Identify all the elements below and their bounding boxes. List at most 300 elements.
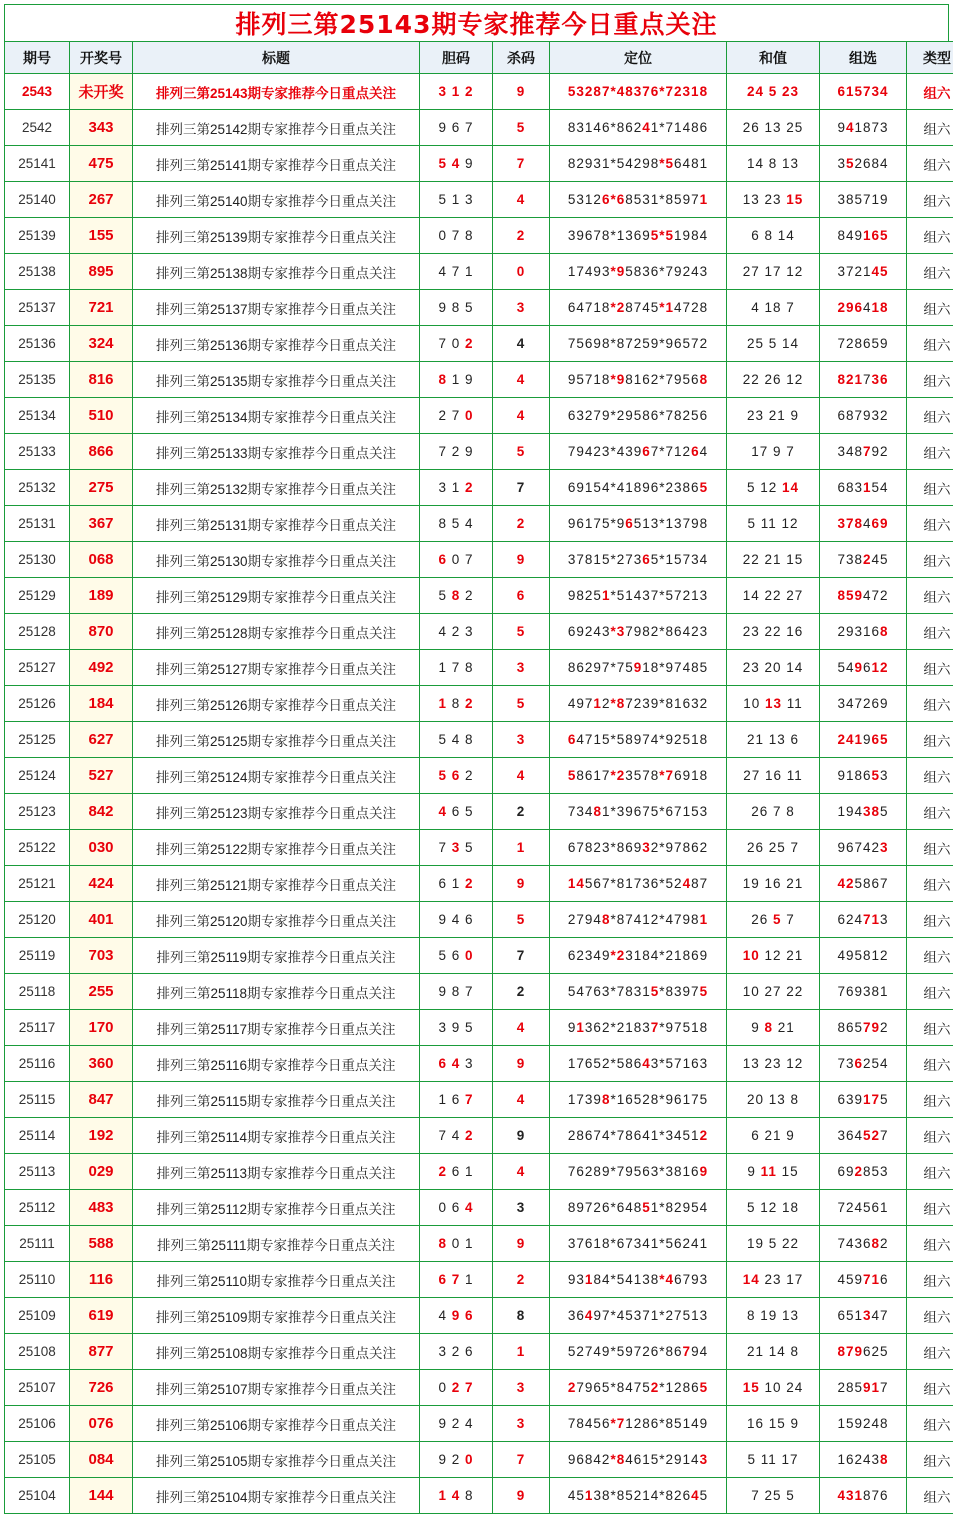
table-row[interactable] bbox=[5, 398, 953, 434]
plain-digit: * bbox=[610, 1488, 617, 1503]
cell-danma bbox=[420, 1046, 493, 1082]
cell-draw-number: 866 bbox=[70, 434, 133, 470]
highlight-digit: 5 bbox=[665, 228, 675, 243]
table-row[interactable] bbox=[5, 506, 953, 542]
cell-title[interactable]: 排列三第25142期专家推荐今日重点关注 bbox=[133, 110, 420, 146]
table-row[interactable] bbox=[5, 290, 953, 326]
table-row[interactable] bbox=[5, 326, 953, 362]
cell-title[interactable]: 排列三第25126期专家推荐今日重点关注 bbox=[133, 686, 420, 722]
cell-period: 25107 bbox=[5, 1370, 70, 1406]
highlight-digit: 13 bbox=[764, 696, 783, 711]
column-header-zuxuan: 组选 bbox=[820, 42, 907, 74]
plain-digit: 12 bbox=[584, 192, 602, 207]
plain-digit: 5 12 bbox=[746, 480, 782, 495]
cell-title[interactable]: 排列三第25104期专家推荐今日重点关注 bbox=[133, 1478, 420, 1514]
table-row[interactable] bbox=[5, 1262, 953, 1298]
plain-digit: 712 bbox=[665, 444, 692, 459]
highlight-digit: 7 bbox=[616, 1416, 626, 1431]
plain-digit: 459 bbox=[837, 1272, 863, 1287]
lottery-table bbox=[4, 41, 953, 1514]
cell-title[interactable]: 排列三第25109期专家推荐今日重点关注 bbox=[133, 1298, 420, 1334]
table-row[interactable] bbox=[5, 794, 953, 830]
table-row[interactable] bbox=[5, 1298, 953, 1334]
shama-digit: 8 bbox=[516, 1308, 526, 1323]
cell-title[interactable]: 排列三第25114期专家推荐今日重点关注 bbox=[133, 1118, 420, 1154]
plain-digit: 89726 bbox=[567, 1200, 611, 1215]
plain-digit: 513 bbox=[633, 516, 660, 531]
plain-digit: 7 bbox=[438, 336, 447, 351]
highlight-digit: 6 bbox=[465, 1308, 474, 1323]
table-row[interactable] bbox=[5, 434, 953, 470]
cell-title[interactable]: 排列三第25128期专家推荐今日重点关注 bbox=[133, 614, 420, 650]
cell-type: 组六 bbox=[907, 722, 953, 758]
shama-digit: 3 bbox=[516, 732, 526, 747]
highlight-digit: 3 bbox=[451, 840, 461, 855]
table-row[interactable] bbox=[5, 1406, 953, 1442]
cell-type: 组六 bbox=[907, 362, 953, 398]
cell-zuxuan bbox=[820, 722, 907, 758]
cell-zuxuan bbox=[820, 1226, 907, 1262]
cell-title[interactable]: 排列三第25138期专家推荐今日重点关注 bbox=[133, 254, 420, 290]
plain-digit: 7831 bbox=[616, 984, 651, 999]
cell-title[interactable]: 排列三第25107期专家推荐今日重点关注 bbox=[133, 1370, 420, 1406]
cell-danma bbox=[420, 650, 493, 686]
cell-title[interactable]: 排列三第25106期专家推荐今日重点关注 bbox=[133, 1406, 420, 1442]
plain-digit: 159248 bbox=[837, 1416, 889, 1431]
cell-title[interactable]: 排列三第25133期专家推荐今日重点关注 bbox=[133, 434, 420, 470]
plain-digit: 13798 bbox=[665, 516, 709, 531]
cell-shama bbox=[493, 182, 550, 218]
table-row[interactable] bbox=[5, 1226, 953, 1262]
plain-digit: 4 bbox=[451, 732, 461, 747]
highlight-digit: 615734 bbox=[837, 84, 889, 99]
highlight-digit: * bbox=[610, 1416, 617, 1431]
table-row[interactable] bbox=[5, 1370, 953, 1406]
cell-hezhi bbox=[727, 974, 820, 1010]
cell-title[interactable]: 排列三第25105期专家推荐今日重点关注 bbox=[133, 1442, 420, 1478]
table-row[interactable] bbox=[5, 470, 953, 506]
table-row[interactable] bbox=[5, 1154, 953, 1190]
cell-shama bbox=[493, 290, 550, 326]
cell-shama bbox=[493, 794, 550, 830]
highlight-digit: 2 bbox=[465, 336, 474, 351]
cell-title[interactable]: 排列三第25117期专家推荐今日重点关注 bbox=[133, 1010, 420, 1046]
table-row[interactable] bbox=[5, 758, 953, 794]
plain-digit: * bbox=[610, 228, 617, 243]
cell-title[interactable]: 排列三第25120期专家推荐今日重点关注 bbox=[133, 902, 420, 938]
highlight-digit: 1 bbox=[584, 1488, 594, 1503]
highlight-digit: * bbox=[610, 768, 617, 783]
plain-digit: * bbox=[659, 192, 666, 207]
cell-danma bbox=[420, 470, 493, 506]
cell-period: 25123 bbox=[5, 794, 70, 830]
table-row[interactable] bbox=[5, 578, 953, 614]
cell-danma bbox=[420, 74, 493, 110]
plain-digit: 9 bbox=[438, 1452, 447, 1467]
table-row[interactable] bbox=[5, 146, 953, 182]
plain-digit: 62349 bbox=[567, 948, 611, 963]
plain-digit: 8397 bbox=[665, 984, 700, 999]
cell-danma bbox=[420, 1226, 493, 1262]
cell-period: 25118 bbox=[5, 974, 70, 1010]
cell-title[interactable]: 排列三第25135期专家推荐今日重点关注 bbox=[133, 362, 420, 398]
highlight-digit: 4 bbox=[438, 804, 447, 819]
cell-title[interactable]: 排列三第25124期专家推荐今日重点关注 bbox=[133, 758, 420, 794]
cell-period: 25104 bbox=[5, 1478, 70, 1514]
highlight-digit: 4 bbox=[691, 1488, 700, 1503]
plain-digit: * bbox=[659, 624, 666, 639]
cell-zuxuan bbox=[820, 1298, 907, 1334]
cell-title[interactable]: 排列三第25136期专家推荐今日重点关注 bbox=[133, 326, 420, 362]
plain-digit: * bbox=[659, 1308, 666, 1323]
cell-danma bbox=[420, 1442, 493, 1478]
plain-digit: 18 bbox=[642, 660, 660, 675]
cell-draw-number: 184 bbox=[70, 686, 133, 722]
shama-digit: 4 bbox=[516, 1020, 526, 1035]
shama-digit: 4 bbox=[516, 372, 526, 387]
cell-type: 组六 bbox=[907, 1046, 953, 1082]
plain-digit: 4 bbox=[451, 1128, 461, 1143]
table-row[interactable] bbox=[5, 1046, 953, 1082]
table-row[interactable] bbox=[5, 362, 953, 398]
table-row[interactable] bbox=[5, 254, 953, 290]
cell-danma bbox=[420, 794, 493, 830]
plain-digit: 78456 bbox=[567, 1416, 611, 1431]
table-row[interactable] bbox=[5, 1478, 953, 1514]
highlight-digit: 42 bbox=[837, 876, 855, 891]
highlight-digit: 1 bbox=[665, 300, 675, 315]
plain-digit: 41896 bbox=[616, 480, 660, 495]
highlight-digit: 9 bbox=[633, 660, 643, 675]
cell-title[interactable]: 排列三第25116期专家推荐今日重点关注 bbox=[133, 1046, 420, 1082]
cell-title[interactable]: 排列三第25121期专家推荐今日重点关注 bbox=[133, 866, 420, 902]
cell-danma bbox=[420, 1478, 493, 1514]
plain-digit: 7 bbox=[438, 840, 447, 855]
plain-digit: 22 26 12 bbox=[742, 372, 804, 387]
shama-digit: 9 bbox=[516, 1056, 526, 1071]
cell-hezhi bbox=[727, 218, 820, 254]
cell-title[interactable]: 排列三第25129期专家推荐今日重点关注 bbox=[133, 578, 420, 614]
highlight-digit: * bbox=[659, 1272, 666, 1287]
cell-hezhi bbox=[727, 1190, 820, 1226]
plain-digit: 45371 bbox=[616, 1308, 660, 1323]
plain-digit: 1 bbox=[438, 1092, 447, 1107]
plain-digit: 13 23 bbox=[742, 192, 787, 207]
shama-digit: 4 bbox=[516, 336, 526, 351]
cell-type: 组六 bbox=[907, 1262, 953, 1298]
table-row[interactable] bbox=[5, 218, 953, 254]
plain-digit: 79423 bbox=[567, 444, 611, 459]
plain-digit: 9 bbox=[465, 444, 474, 459]
shama-digit: 9 bbox=[516, 84, 526, 99]
table-row[interactable] bbox=[5, 938, 953, 974]
cell-title[interactable]: 排列三第25137期专家推荐今日重点关注 bbox=[133, 290, 420, 326]
cell-title[interactable]: 排列三第25125期专家推荐今日重点关注 bbox=[133, 722, 420, 758]
cell-title[interactable]: 排列三第25122期专家推荐今日重点关注 bbox=[133, 830, 420, 866]
plain-digit: 86 bbox=[665, 1344, 683, 1359]
plain-digit: 96842 bbox=[567, 1452, 611, 1467]
cell-danma bbox=[420, 686, 493, 722]
plain-digit: * bbox=[659, 264, 666, 279]
table-row[interactable] bbox=[5, 974, 953, 1010]
shama-digit: 1 bbox=[516, 840, 526, 855]
plain-digit: 6 bbox=[465, 1344, 474, 1359]
highlight-digit: 5 bbox=[642, 1200, 651, 1215]
highlight-digit: 1 bbox=[576, 1020, 585, 1035]
plain-digit: 5836 bbox=[625, 264, 660, 279]
table-row[interactable] bbox=[5, 686, 953, 722]
cell-zuxuan bbox=[820, 1190, 907, 1226]
cell-period: 25139 bbox=[5, 218, 70, 254]
plain-digit: 3 bbox=[465, 624, 474, 639]
plain-digit: 5867 bbox=[854, 876, 889, 891]
cell-zuxuan bbox=[820, 434, 907, 470]
cell-zuxuan bbox=[820, 1010, 907, 1046]
cell-zuxuan bbox=[820, 362, 907, 398]
shama-digit: 5 bbox=[516, 120, 526, 135]
highlight-digit: * bbox=[659, 156, 666, 171]
shama-digit: 7 bbox=[516, 948, 526, 963]
plain-digit: * bbox=[659, 516, 666, 531]
cell-zuxuan bbox=[820, 218, 907, 254]
cell-shama bbox=[493, 362, 550, 398]
plain-digit: 1 bbox=[438, 660, 447, 675]
cell-title[interactable]: 排列三第25131期专家推荐今日重点关注 bbox=[133, 506, 420, 542]
plain-digit: 95718 bbox=[567, 372, 611, 387]
highlight-digit: * bbox=[610, 192, 617, 207]
cell-type: 组六 bbox=[907, 902, 953, 938]
table-row[interactable] bbox=[5, 1334, 953, 1370]
cell-title[interactable]: 排列三第25113期专家推荐今日重点关注 bbox=[133, 1154, 420, 1190]
cell-type: 组六 bbox=[907, 1478, 953, 1514]
cell-draw-number: 343 bbox=[70, 110, 133, 146]
highlight-digit: * bbox=[659, 228, 666, 243]
plain-digit: 79563 bbox=[616, 1164, 660, 1179]
plain-digit: 22 21 15 bbox=[742, 552, 804, 567]
cell-draw-number: 116 bbox=[70, 1262, 133, 1298]
cell-title[interactable]: 排列三第25143期专家推荐今日重点关注 bbox=[133, 74, 420, 110]
cell-type: 组六 bbox=[907, 686, 953, 722]
shama-digit: 3 bbox=[516, 1380, 526, 1395]
cell-period: 25141 bbox=[5, 146, 70, 182]
plain-digit: 683 bbox=[837, 480, 863, 495]
cell-title[interactable]: 排列三第25139期专家推荐今日重点关注 bbox=[133, 218, 420, 254]
plain-digit: 7965 bbox=[576, 1380, 611, 1395]
cell-shama bbox=[493, 1370, 550, 1406]
plain-digit: 85214 bbox=[616, 1488, 660, 1503]
cell-hezhi bbox=[727, 866, 820, 902]
plain-digit: * bbox=[610, 1092, 617, 1107]
cell-hezhi bbox=[727, 1442, 820, 1478]
cell-hezhi bbox=[727, 74, 820, 110]
cell-title[interactable]: 排列三第25140期专家推荐今日重点关注 bbox=[133, 182, 420, 218]
cell-type: 组六 bbox=[907, 1406, 953, 1442]
plain-digit: 16 15 9 bbox=[746, 1416, 800, 1431]
cell-title[interactable]: 排列三第25119期专家推荐今日重点关注 bbox=[133, 938, 420, 974]
highlight-digit: * bbox=[659, 300, 666, 315]
table-row[interactable] bbox=[5, 902, 953, 938]
plain-digit: 5 bbox=[465, 804, 474, 819]
plain-digit: 687932 bbox=[837, 408, 889, 423]
cell-title[interactable]: 排列三第25108期专家推荐今日重点关注 bbox=[133, 1334, 420, 1370]
plain-digit: 69 bbox=[837, 1164, 855, 1179]
highlight-digit: 6 bbox=[451, 768, 461, 783]
cell-type: 组六 bbox=[907, 614, 953, 650]
plain-digit: 4 bbox=[438, 264, 447, 279]
column-header-draw: 开奖号 bbox=[70, 42, 133, 74]
plain-digit: 9825 bbox=[567, 588, 602, 603]
cell-period: 25106 bbox=[5, 1406, 70, 1442]
highlight-digit: 5 bbox=[845, 156, 855, 171]
plain-digit: 8 bbox=[451, 300, 461, 315]
table-row[interactable] bbox=[5, 866, 953, 902]
shama-digit: 4 bbox=[516, 408, 526, 423]
cell-danma bbox=[420, 1010, 493, 1046]
plain-digit: 57163 bbox=[665, 1056, 709, 1071]
shama-digit: 9 bbox=[516, 552, 526, 567]
cell-hezhi bbox=[727, 722, 820, 758]
highlight-digit: 71 bbox=[862, 912, 881, 927]
plain-digit: 1 bbox=[451, 192, 461, 207]
cell-hezhi bbox=[727, 902, 820, 938]
page-title-bar bbox=[4, 4, 949, 41]
highlight-digit: 6 bbox=[567, 732, 577, 747]
cell-hezhi bbox=[727, 362, 820, 398]
cell-title[interactable]: 排列三第25115期专家推荐今日重点关注 bbox=[133, 1082, 420, 1118]
plain-digit: 36 bbox=[567, 1308, 585, 1323]
table-row[interactable] bbox=[5, 830, 953, 866]
highlight-digit: * bbox=[659, 84, 666, 99]
plain-digit: 87259 bbox=[616, 336, 660, 351]
cell-danma bbox=[420, 758, 493, 794]
cell-draw-number: 144 bbox=[70, 1478, 133, 1514]
cell-title[interactable]: 排列三第25127期专家推荐今日重点关注 bbox=[133, 650, 420, 686]
column-header-type: 类型 bbox=[907, 42, 953, 74]
plain-digit: 8531 bbox=[625, 192, 660, 207]
highlight-digit: 8 bbox=[593, 804, 602, 819]
plain-digit: 9 bbox=[747, 1164, 761, 1179]
plain-digit: * bbox=[610, 408, 617, 423]
plain-digit: 10 bbox=[743, 696, 765, 711]
plain-digit: * bbox=[659, 588, 666, 603]
highlight-digit: 4 bbox=[451, 1488, 461, 1503]
cell-title[interactable]: 排列三第25141期专家推荐今日重点关注 bbox=[133, 146, 420, 182]
plain-digit: 9 bbox=[862, 732, 872, 747]
cell-danma bbox=[420, 578, 493, 614]
plain-digit: 75698 bbox=[567, 336, 611, 351]
cell-hezhi bbox=[727, 506, 820, 542]
cell-hezhi bbox=[727, 326, 820, 362]
plain-digit: 23 21 9 bbox=[746, 408, 800, 423]
cell-title[interactable]: 排列三第25112期专家推荐今日重点关注 bbox=[133, 1190, 420, 1226]
table-row[interactable] bbox=[5, 614, 953, 650]
highlight-digit: 821 bbox=[837, 372, 863, 387]
cell-type: 组六 bbox=[907, 254, 953, 290]
shama-digit: 9 bbox=[516, 1128, 526, 1143]
cell-shama bbox=[493, 1406, 550, 1442]
cell-shama bbox=[493, 758, 550, 794]
cell-title[interactable]: 排列三第25118期专家推荐今日重点关注 bbox=[133, 974, 420, 1010]
shama-digit: 7 bbox=[516, 156, 526, 171]
plain-digit: 86423 bbox=[665, 624, 709, 639]
plain-digit: 3721 bbox=[837, 264, 872, 279]
cell-title[interactable]: 排列三第25110期专家推荐今日重点关注 bbox=[133, 1262, 420, 1298]
cell-draw-number: 084 bbox=[70, 1442, 133, 1478]
highlight-digit: 0 bbox=[465, 1452, 474, 1467]
plain-digit: 84 bbox=[593, 1272, 611, 1287]
cell-dingwei bbox=[550, 1082, 727, 1118]
cell-title[interactable]: 排列三第25132期专家推荐今日重点关注 bbox=[133, 470, 420, 506]
cell-draw-number: 192 bbox=[70, 1118, 133, 1154]
cell-title[interactable]: 排列三第25134期专家推荐今日重点关注 bbox=[133, 398, 420, 434]
plain-digit: 3 bbox=[837, 156, 846, 171]
cell-hezhi bbox=[727, 1226, 820, 1262]
highlight-digit: 7 bbox=[465, 1380, 474, 1395]
table-row[interactable] bbox=[5, 1442, 953, 1478]
plain-digit: 67823 bbox=[567, 840, 611, 855]
plain-digit: 2 bbox=[601, 696, 611, 711]
table-row[interactable] bbox=[5, 1010, 953, 1046]
plain-digit: 7 bbox=[451, 228, 461, 243]
highlight-digit: 18 bbox=[871, 300, 889, 315]
plain-digit: 13 23 12 bbox=[742, 1056, 804, 1071]
plain-digit: 86297 bbox=[567, 660, 611, 675]
highlight-digit: 1 bbox=[593, 696, 602, 711]
cell-dingwei bbox=[550, 326, 727, 362]
highlight-digit: 1 bbox=[862, 480, 872, 495]
cell-type: 组六 bbox=[907, 1118, 953, 1154]
table-row[interactable] bbox=[5, 74, 953, 110]
plain-digit: 1 bbox=[465, 1236, 474, 1251]
plain-digit: * bbox=[610, 588, 617, 603]
cell-shama bbox=[493, 1298, 550, 1334]
cell-title[interactable]: 排列三第25111期专家推荐今日重点关注 bbox=[133, 1226, 420, 1262]
table-row[interactable] bbox=[5, 1118, 953, 1154]
table-row[interactable] bbox=[5, 542, 953, 578]
plain-digit: 2 bbox=[451, 444, 461, 459]
cell-dingwei bbox=[550, 1334, 727, 1370]
plain-digit: 5 bbox=[438, 588, 447, 603]
plain-digit: 5 bbox=[650, 552, 660, 567]
plain-digit: 1984 bbox=[674, 228, 709, 243]
cell-period: 25115 bbox=[5, 1082, 70, 1118]
cell-shama bbox=[493, 1046, 550, 1082]
highlight-digit: 8 bbox=[699, 372, 709, 387]
table-row[interactable] bbox=[5, 182, 953, 218]
plain-digit: 79243 bbox=[665, 264, 709, 279]
plain-digit: 2 bbox=[465, 588, 474, 603]
plain-digit: 75 bbox=[616, 660, 634, 675]
cell-dingwei bbox=[550, 686, 727, 722]
table-row[interactable] bbox=[5, 650, 953, 686]
plain-digit: 85149 bbox=[665, 1416, 709, 1431]
shama-digit: 3 bbox=[516, 660, 526, 675]
table-row[interactable] bbox=[5, 110, 953, 146]
cell-hezhi bbox=[727, 254, 820, 290]
cell-title[interactable]: 排列三第25130期专家推荐今日重点关注 bbox=[133, 542, 420, 578]
table-row[interactable] bbox=[5, 1190, 953, 1226]
plain-digit: 2 bbox=[650, 840, 660, 855]
cell-title[interactable]: 排列三第25123期专家推荐今日重点关注 bbox=[133, 794, 420, 830]
cell-draw-number: 847 bbox=[70, 1082, 133, 1118]
highlight-digit: 14 bbox=[742, 1272, 760, 1287]
table-row[interactable] bbox=[5, 722, 953, 758]
cell-draw-number: 619 bbox=[70, 1298, 133, 1334]
cell-type: 组六 bbox=[907, 938, 953, 974]
table-row[interactable] bbox=[5, 1082, 953, 1118]
plain-digit: * bbox=[659, 1488, 666, 1503]
plain-digit: 2684 bbox=[854, 156, 889, 171]
